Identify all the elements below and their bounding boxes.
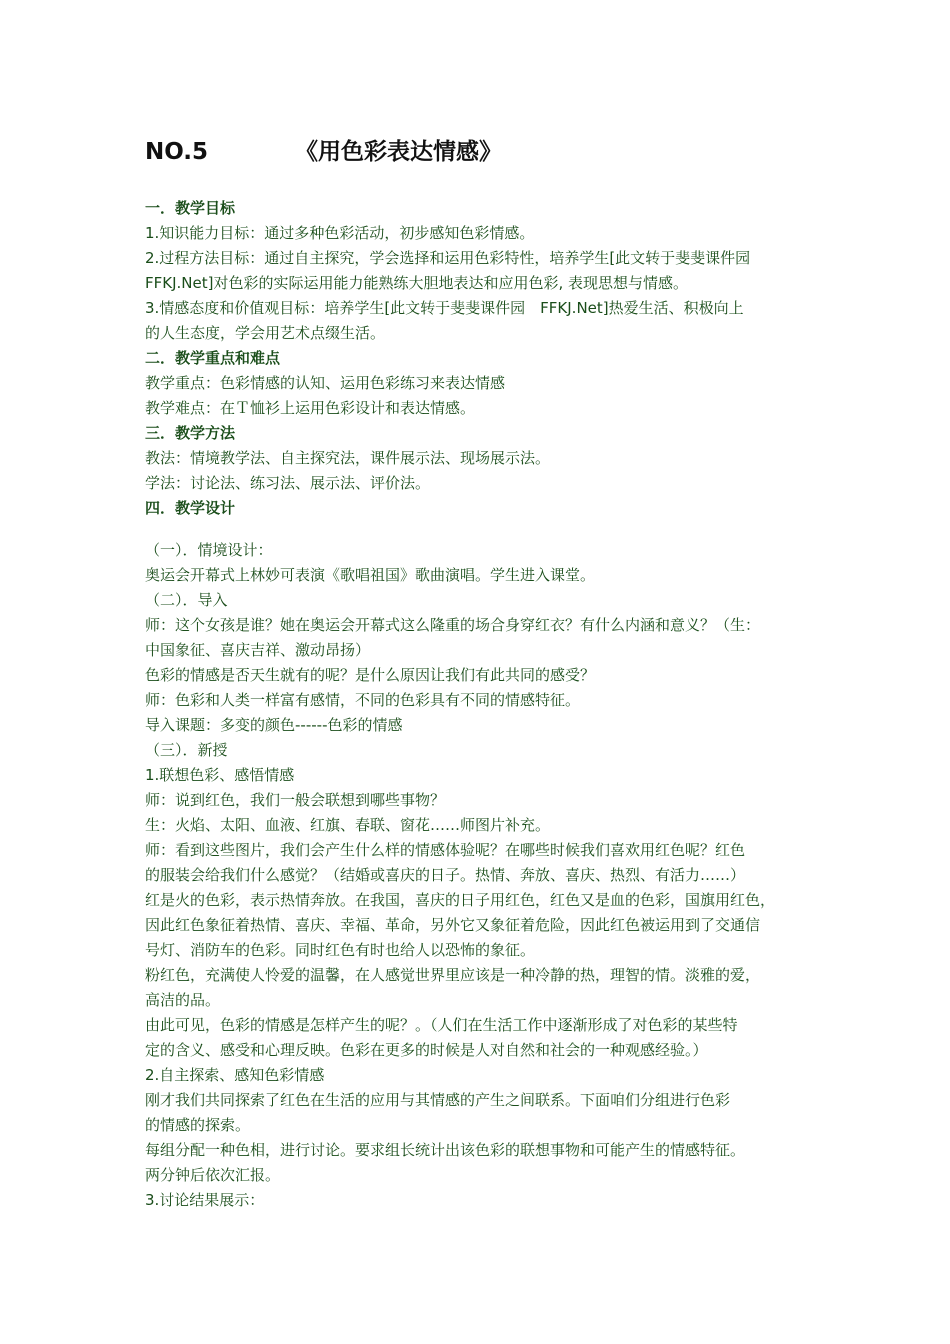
paragraph-line: 1.联想色彩、感悟情感: [145, 766, 295, 784]
paragraph-line: 导入课题：多变的颜色------色彩的情感: [145, 716, 403, 734]
paragraph-line: 教学难点：在Ｔ恤衫上运用色彩设计和表达情感。: [145, 399, 476, 417]
document-body: [145, 196, 815, 1213]
paragraph-line: 号灯、消防车的色彩。同时红色有时也给人以恐怖的象征。: [145, 941, 536, 959]
paragraph-line: 色彩的情感是否天生就有的呢？是什么原因让我们有此共同的感受？: [145, 666, 596, 684]
paragraph-line: 定的含义、感受和心理反映。色彩在更多的时候是人对自然和社会的一种观感经验。）: [145, 1041, 708, 1059]
lesson-name: 《用色彩表达情感》: [295, 139, 502, 165]
paragraph-line: 师：色彩和人类一样富有感情，不同的色彩具有不同的情感特征。: [145, 691, 581, 709]
paragraph-line: 的服装会给我们什么感觉？（结婚或喜庆的日子。热情、奔放、喜庆、热烈、有活力……）: [145, 866, 746, 884]
paragraph-line: 3.情感态度和价值观目标：培养学生[此文转于斐斐课件园 FFKJ.Net]热爱生活、积极向上: [145, 299, 744, 317]
paragraph-line: 学法：讨论法、练习法、展示法、评价法。: [145, 474, 431, 492]
blank-gap: [145, 521, 815, 538]
paragraph-line: 教法：情境教学法、自主探究法，课件展示法、现场展示法。: [145, 449, 551, 467]
section-heading: 三．教学方法: [145, 424, 236, 442]
paragraph-line: 教学重点：色彩情感的认知、运用色彩练习来表达情感: [145, 374, 506, 392]
paragraph-line: 师：这个女孩是谁？她在奥运会开幕式这么隆重的场合身穿红衣？有什么内涵和意义？（生：: [145, 616, 761, 634]
subsection-heading: （一）．情境设计：: [145, 541, 273, 559]
paragraph-line: 1.知识能力目标：通过多种色彩活动，初步感知色彩情感。: [145, 224, 535, 242]
paragraph-line: 每组分配一种色相，进行讨论。要求组长统计出该色彩的联想事物和可能产生的情感特征。: [145, 1141, 746, 1159]
paragraph-line: 高洁的品。: [145, 991, 221, 1009]
paragraph-line: 由此可见，色彩的情感是怎样产生的呢？。（人们在生活工作中逐渐形成了对色彩的某些特: [145, 1016, 738, 1034]
paragraph-line: 中国象征、喜庆吉祥、激动昂扬）: [145, 641, 371, 659]
paragraph-line: 因此红色象征着热情、喜庆、幸福、革命，另外它又象征着危险，因此红色被运用到了交通信: [145, 916, 761, 934]
lesson-number: NO.5: [145, 139, 209, 165]
paragraph-line: FFKJ.Net]对色彩的实际运用能力能熟练大胆地表达和应用色彩, 表现思想与情感。: [145, 274, 689, 292]
document-title: [145, 133, 502, 166]
section-heading: 二．教学重点和难点: [145, 349, 281, 367]
paragraph-line: 的情感的探索。: [145, 1116, 251, 1134]
subsection-heading: （三）．新授: [145, 741, 228, 759]
paragraph-line: 生：火焰、太阳、血液、红旗、春联、窗花……师图片补充。: [145, 816, 551, 834]
subsection-heading: （二）．导入: [145, 591, 228, 609]
paragraph-line: 奥运会开幕式上林妙可表演《歌唱祖国》歌曲演唱。学生进入课堂。: [145, 566, 596, 584]
paragraph-line: 2.过程方法目标：通过自主探究，学会选择和运用色彩特性，培养学生[此文转于斐斐课件园: [145, 249, 751, 267]
paragraph-line: 师：说到红色，我们一般会联想到哪些事物？: [145, 791, 446, 809]
paragraph-line: 粉红色，充满使人怜爱的温馨，在人感觉世界里应该是一种冷静的热，理智的情。淡雅的爱，: [145, 966, 761, 984]
paragraph-line: 师：看到这些图片，我们会产生什么样的情感体验呢？在哪些时候我们喜欢用红色呢？红色: [145, 841, 746, 859]
paragraph-line: 刚才我们共同探索了红色在生活的应用与其情感的产生之间联系。下面咱们分组进行色彩: [145, 1091, 731, 1109]
paragraph-line: 红是火的色彩，表示热情奔放。在我国，喜庆的日子用红色，红色又是血的色彩，国旗用红色，: [145, 891, 776, 909]
section-heading: 一．教学目标: [145, 199, 236, 217]
paragraph-line: 3.讨论结果展示：: [145, 1191, 265, 1209]
paragraph-line: 的人生态度，学会用艺术点缀生活。: [145, 324, 386, 342]
paragraph-line: 2.自主探索、感知色彩情感: [145, 1066, 325, 1084]
section-heading: 四．教学设计: [145, 499, 236, 517]
paragraph-line: 两分钟后依次汇报。: [145, 1166, 281, 1184]
